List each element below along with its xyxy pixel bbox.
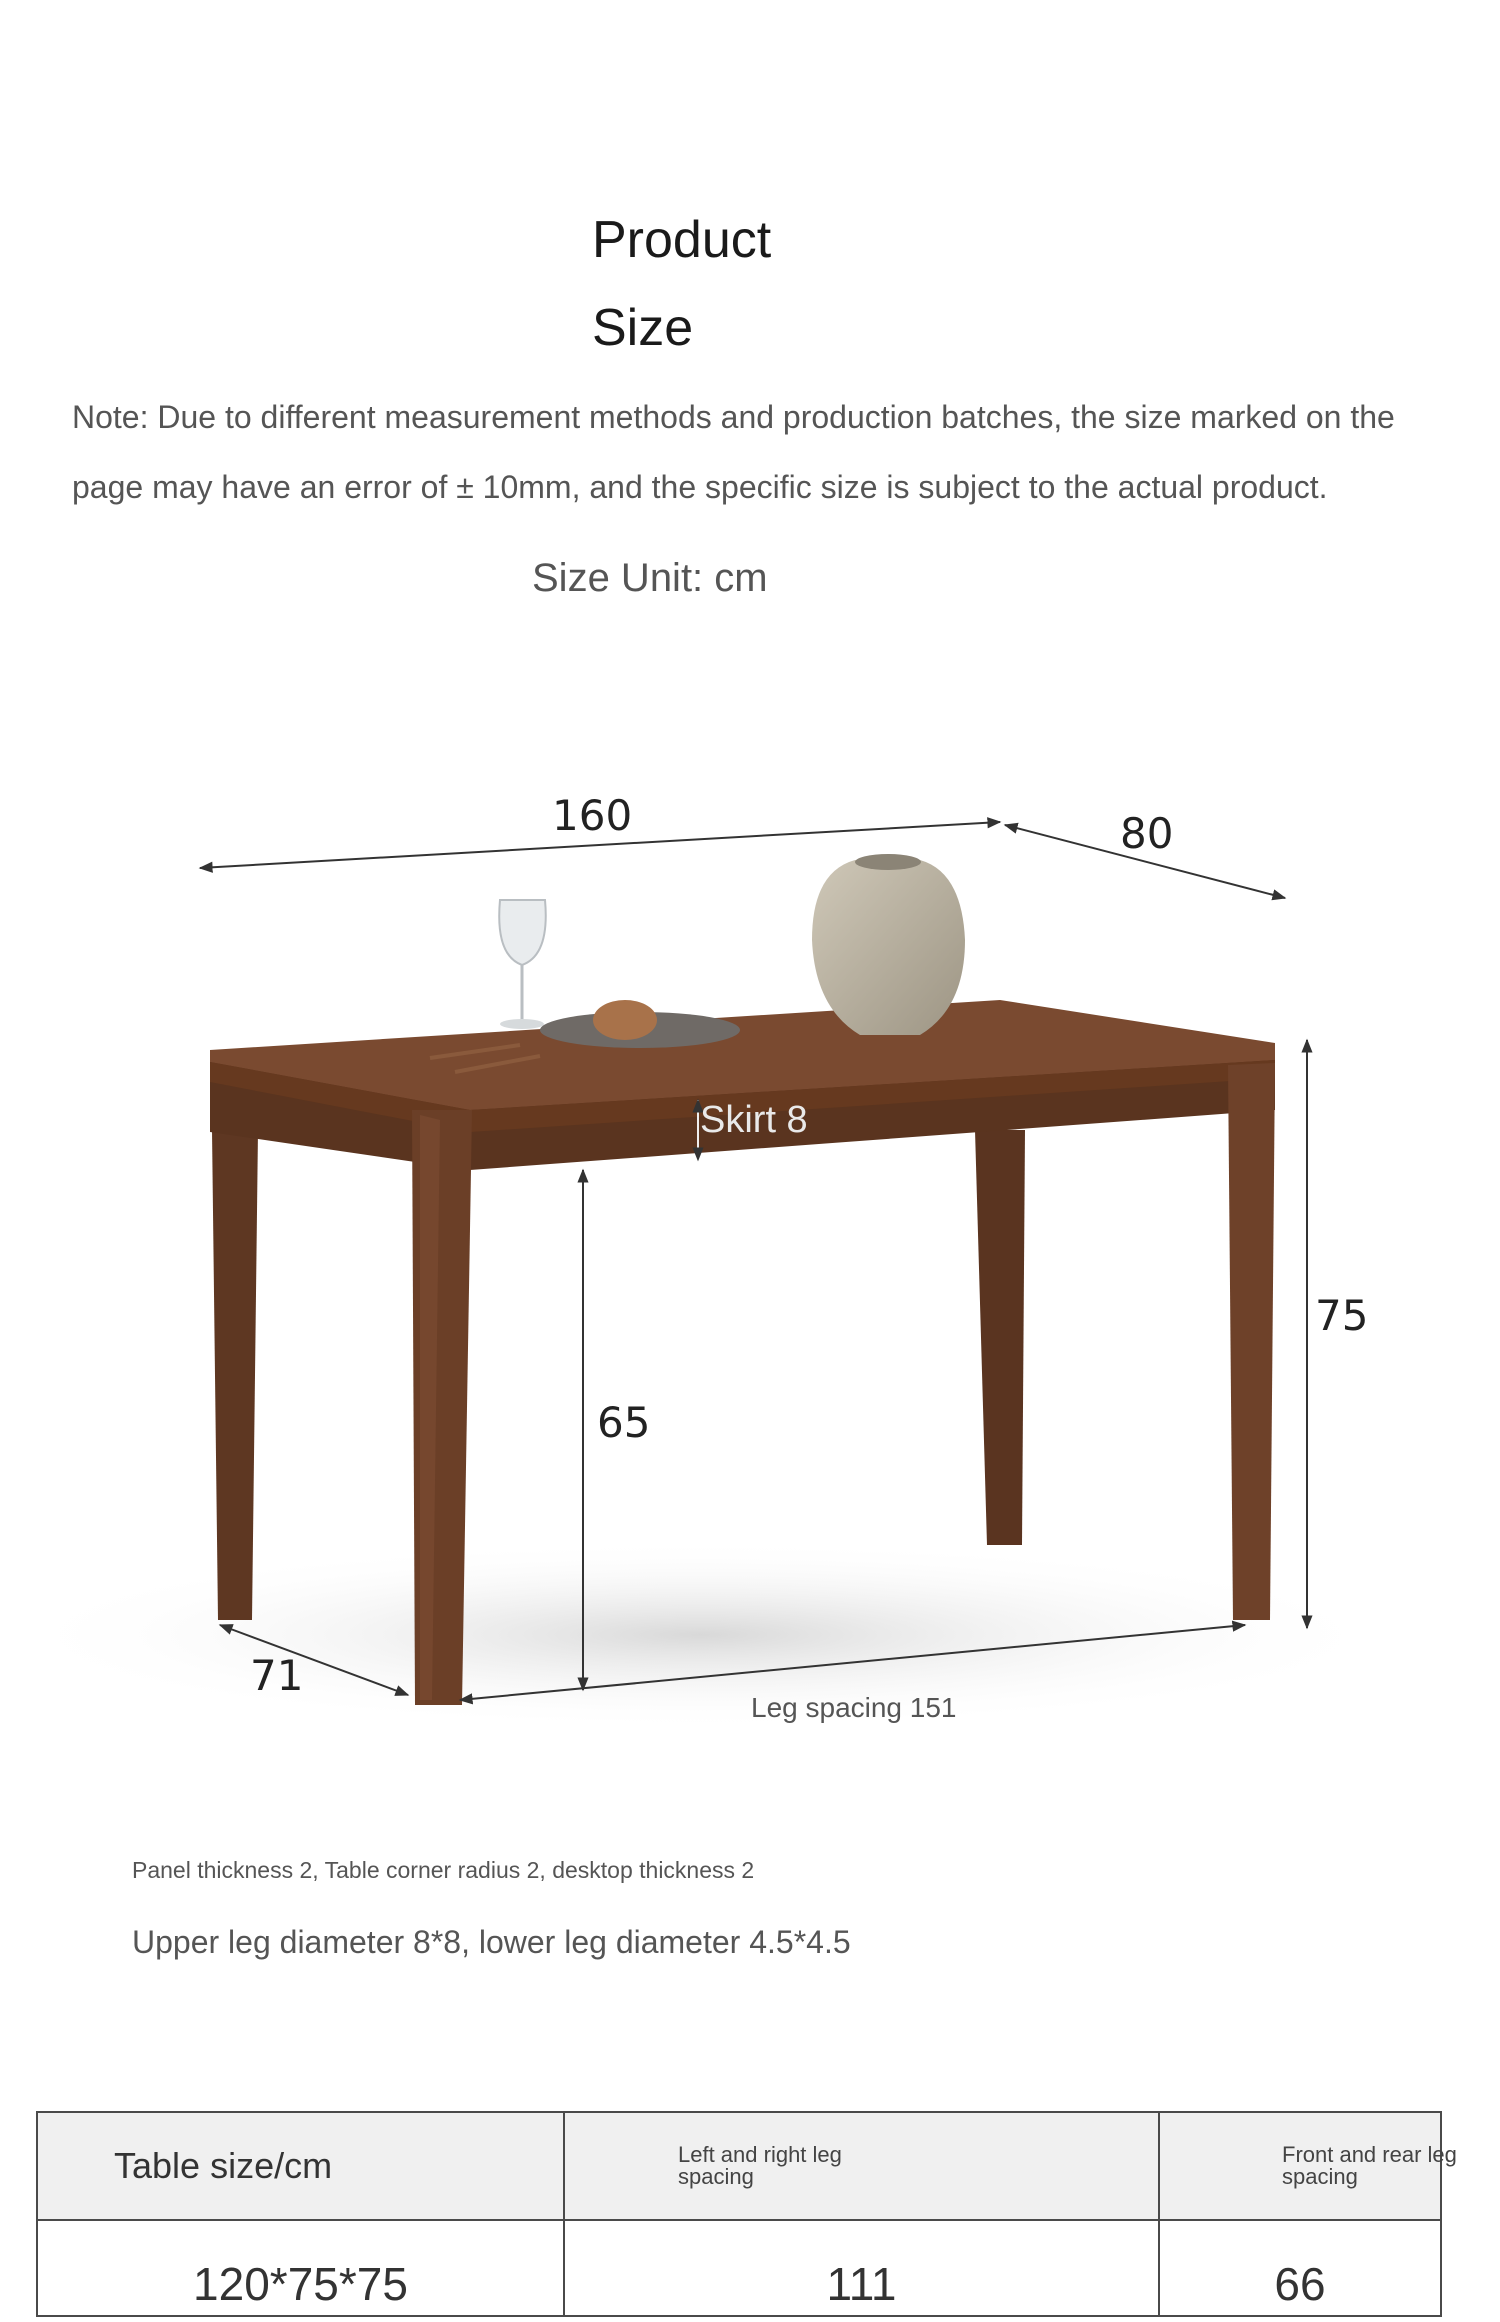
size-table [36,2111,1457,2317]
header-table-size: Table size/cm [37,2112,564,2220]
table-leg-back-left [212,1130,258,1620]
dimension-length: 160 [552,791,633,840]
header-front-rear-spacing: Front and rear leg spacing [1159,2112,1441,2220]
dimension-leg-spacing: Leg spacing 151 [751,1692,957,1723]
wine-glass-decor [499,900,546,1029]
panel-spec: Panel thickness 2, Table corner radius 2, desktop thickness 2 [132,1857,755,1883]
table-row [37,2220,1441,2316]
measurement-note: Note: Due to different measurement methods and production batches, the size marked on the page may have an error of ± 10mm, and the specific size is subject to the actual product. [72,399,1395,505]
cell-table-size: 120*75*75 [37,2220,564,2316]
dimension-clearance: 65 [597,1398,651,1447]
dimension-side-spacing: 71 [250,1651,304,1700]
dimension-height: 75 [1315,1291,1369,1340]
header-left-right-spacing: Left and right leg spacing [564,2112,1159,2220]
leg-spec: Upper leg diameter 8*8, lower leg diameter 4.5*4.5 [132,1924,851,1960]
table-header-row [37,2112,1441,2220]
dimension-depth: 80 [1120,809,1174,858]
dimension-skirt: Skirt 8 [700,1099,808,1141]
page-title-line2: Size [592,299,694,357]
table-dimension-diagram [0,760,1500,1820]
cell-front-rear-spacing: 66 [1159,2220,1441,2316]
floor-shadow [0,1540,1400,1730]
table-leg-back-right [975,1130,1025,1545]
cell-left-right-spacing: 111 [564,2220,1159,2316]
size-unit: Size Unit: cm [532,556,768,600]
page-title: Product [592,211,772,269]
table-leg-front-right [1228,1063,1275,1620]
vase-decor [812,854,965,1035]
